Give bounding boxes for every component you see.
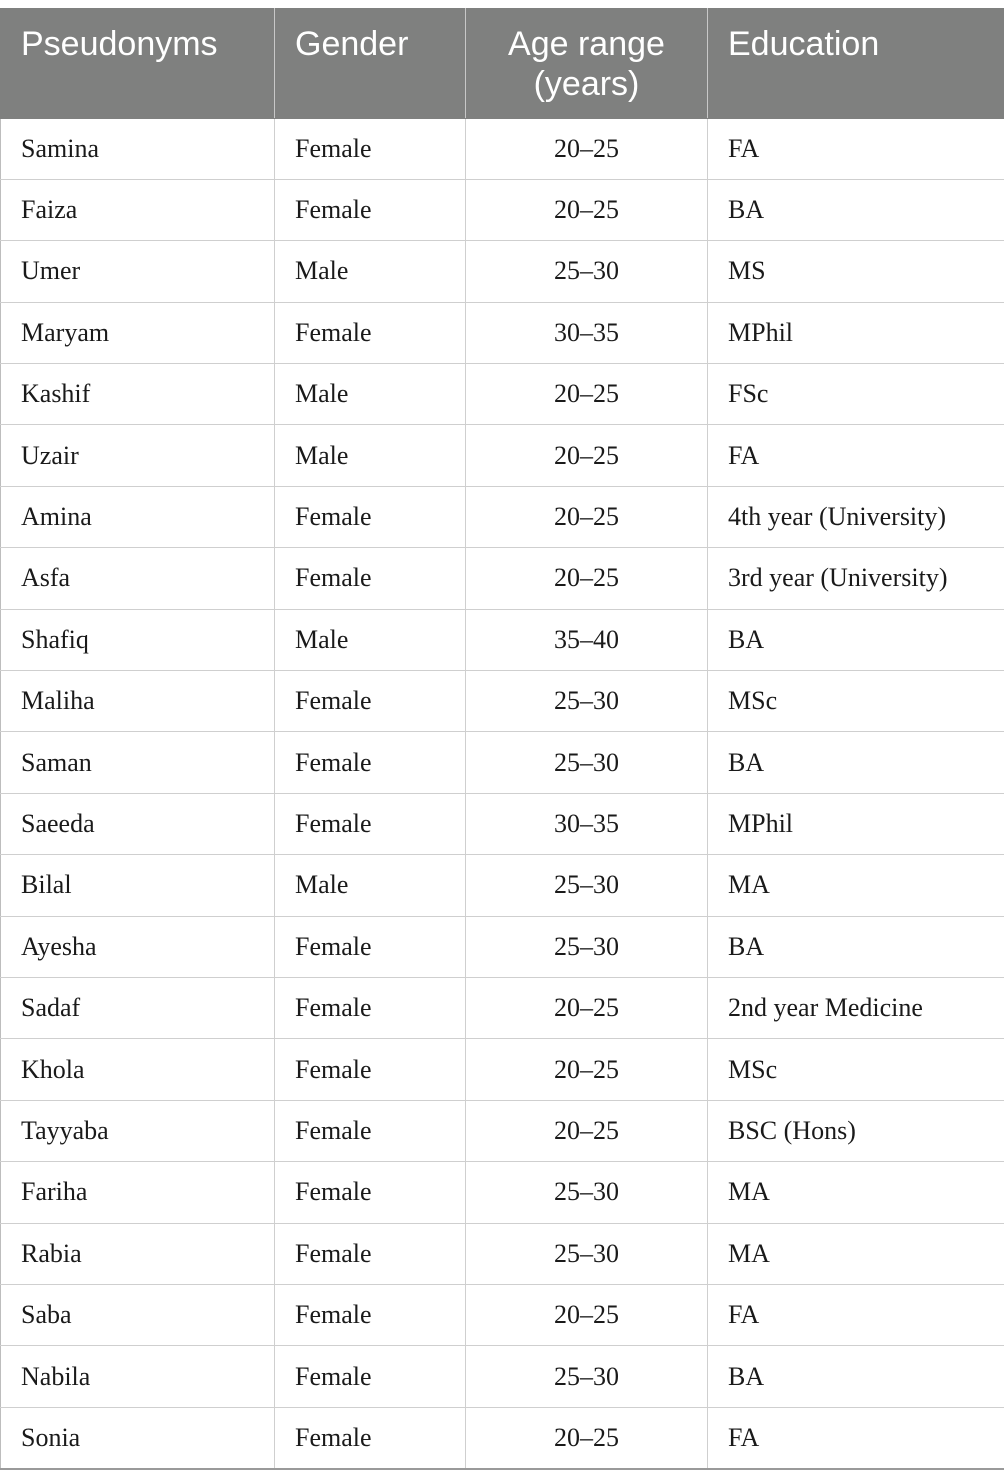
table-row [1,1407,1004,1468]
cell-gender: Male [275,855,466,916]
cell-age-range: 20–25 [466,179,708,240]
cell-gender: Female [275,1407,466,1468]
cell-gender: Female [275,671,466,732]
cell-education: BSC (Hons) [708,1100,1004,1161]
cell-pseudonym: Samina [1,118,275,179]
cell-pseudonym: Shafiq [1,609,275,670]
cell-education: MS [708,241,1004,302]
cell-age-range: 20–25 [466,1407,708,1468]
cell-gender: Female [275,977,466,1038]
cell-education: MSc [708,1039,1004,1100]
cell-age-range: 25–30 [466,1162,708,1223]
cell-gender: Male [275,364,466,425]
cell-education: BA [708,609,1004,670]
cell-pseudonym: Fariha [1,1162,275,1223]
cell-education: MA [708,855,1004,916]
table-row [1,1223,1004,1284]
cell-gender: Female [275,1223,466,1284]
cell-age-range: 25–30 [466,855,708,916]
cell-gender: Female [275,793,466,854]
cell-education: BA [708,179,1004,240]
table-row [1,977,1004,1038]
cell-education: MA [708,1162,1004,1223]
cell-age-range: 20–25 [466,548,708,609]
cell-gender: Female [275,118,466,179]
cell-age-range: 30–35 [466,793,708,854]
cell-age-range: 20–25 [466,1100,708,1161]
cell-education: BA [708,916,1004,977]
cell-education: MSc [708,671,1004,732]
header-education: Education [708,8,1004,118]
cell-education: FA [708,1407,1004,1468]
cell-age-range: 35–40 [466,609,708,670]
cell-gender: Female [275,1162,466,1223]
table-row [1,486,1004,547]
cell-education: FA [708,425,1004,486]
cell-age-range: 25–30 [466,916,708,977]
header-row [1,8,1004,118]
cell-education: FSc [708,364,1004,425]
cell-age-range: 20–25 [466,1284,708,1345]
table-row [1,609,1004,670]
cell-pseudonym: Ayesha [1,916,275,977]
cell-gender: Female [275,1100,466,1161]
table-row [1,118,1004,179]
header-age-range [466,8,708,118]
table-row [1,671,1004,732]
cell-gender: Female [275,179,466,240]
cell-pseudonym: Uzair [1,425,275,486]
cell-education: MPhil [708,302,1004,363]
cell-pseudonym: Tayyaba [1,1100,275,1161]
cell-pseudonym: Faiza [1,179,275,240]
cell-pseudonym: Saeeda [1,793,275,854]
cell-pseudonym: Nabila [1,1346,275,1407]
cell-gender: Female [275,548,466,609]
table-row [1,732,1004,793]
table-row [1,1039,1004,1100]
cell-education: 2nd year Medicine [708,977,1004,1038]
cell-age-range: 25–30 [466,671,708,732]
header-age-range-line2: (years) [533,65,640,103]
cell-pseudonym: Maliha [1,671,275,732]
table-row [1,548,1004,609]
cell-gender: Male [275,425,466,486]
cell-education: BA [708,732,1004,793]
cell-age-range: 25–30 [466,241,708,302]
cell-age-range: 20–25 [466,486,708,547]
cell-gender: Female [275,302,466,363]
header-age-range-line1: Age range [508,25,665,63]
cell-education: FA [708,1284,1004,1345]
cell-age-range: 20–25 [466,425,708,486]
cell-education: FA [708,118,1004,179]
cell-gender: Male [275,609,466,670]
cell-education: MA [708,1223,1004,1284]
cell-pseudonym: Sadaf [1,977,275,1038]
table-row [1,855,1004,916]
cell-age-range: 25–30 [466,1223,708,1284]
table-row [1,179,1004,240]
cell-age-range: 20–25 [466,1039,708,1100]
cell-gender: Female [275,916,466,977]
table-row [1,1284,1004,1345]
cell-gender: Female [275,732,466,793]
cell-education: MPhil [708,793,1004,854]
cell-pseudonym: Bilal [1,855,275,916]
table-row [1,1162,1004,1223]
cell-pseudonym: Kashif [1,364,275,425]
table-header [1,8,1004,118]
participants-table [0,8,1004,1470]
table-row [1,793,1004,854]
header-pseudonyms: Pseudonyms [1,8,275,118]
cell-education: BA [708,1346,1004,1407]
cell-pseudonym: Asfa [1,548,275,609]
table-row [1,364,1004,425]
cell-pseudonym: Rabia [1,1223,275,1284]
cell-pseudonym: Saba [1,1284,275,1345]
cell-pseudonym: Sonia [1,1407,275,1468]
cell-gender: Female [275,1284,466,1345]
cell-age-range: 20–25 [466,118,708,179]
table-row [1,302,1004,363]
cell-education: 4th year (University) [708,486,1004,547]
cell-age-range: 20–25 [466,364,708,425]
header-gender: Gender [275,8,466,118]
cell-gender: Male [275,241,466,302]
cell-pseudonym: Saman [1,732,275,793]
cell-age-range: 25–30 [466,1346,708,1407]
table-row [1,1346,1004,1407]
cell-pseudonym: Maryam [1,302,275,363]
cell-age-range: 25–30 [466,732,708,793]
cell-pseudonym: Umer [1,241,275,302]
cell-gender: Female [275,1346,466,1407]
cell-pseudonym: Khola [1,1039,275,1100]
table-body [1,118,1004,1469]
table-row [1,241,1004,302]
cell-gender: Female [275,1039,466,1100]
table-row [1,1100,1004,1161]
cell-gender: Female [275,486,466,547]
table-row [1,916,1004,977]
cell-pseudonym: Amina [1,486,275,547]
cell-age-range: 20–25 [466,977,708,1038]
cell-age-range: 30–35 [466,302,708,363]
table-row [1,425,1004,486]
cell-education: 3rd year (University) [708,548,1004,609]
